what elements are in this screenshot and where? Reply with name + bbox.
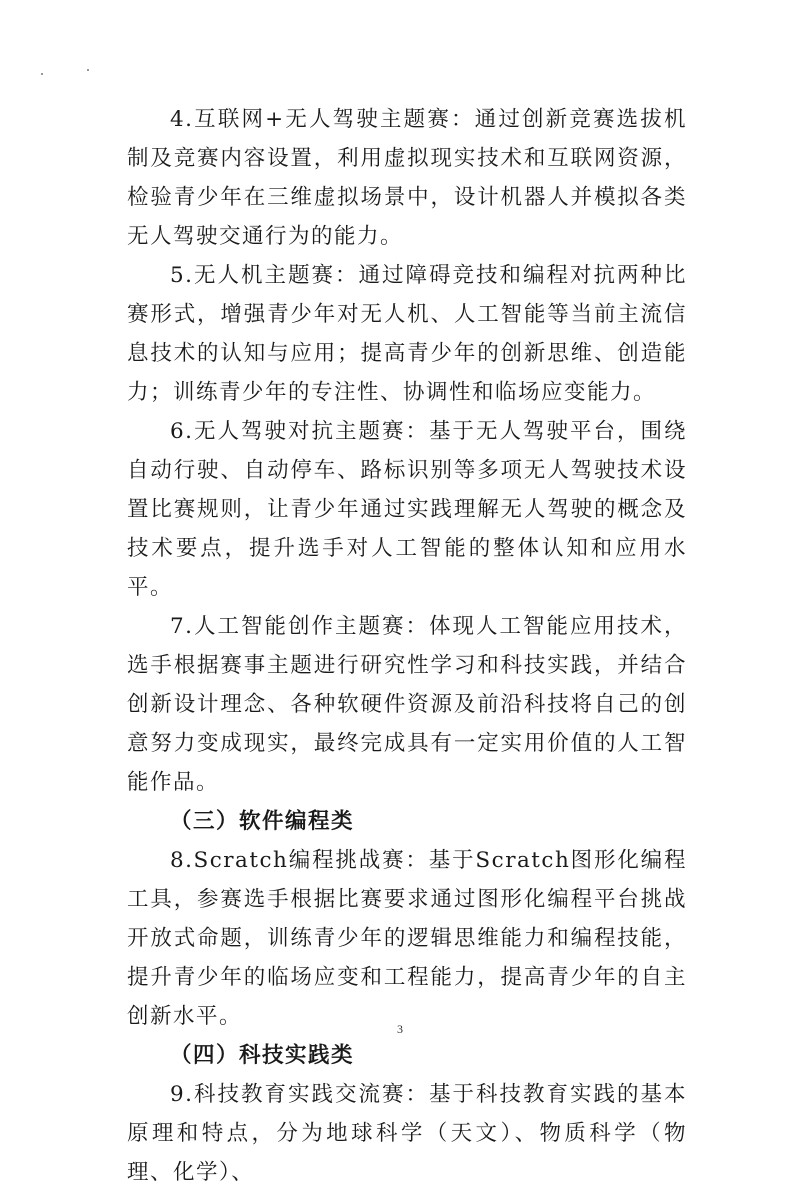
page-number: 3 (397, 1022, 403, 1036)
paragraph-autonomous-driving-battle: 6.无人驾驶对抗主题赛：基于无人驾驶平台，围绕自动行驶、自动停车、路标识别等多项无人驾驶技术设置比赛规则，让青少年通过实践理解无人驾驶的概念及技术要点，提升选手对人工智能的整体认知和应用水平。 (127, 419, 687, 600)
paragraph-internet-autonomous-driving: 4.互联网+无人驾驶主题赛：通过创新竞赛选拔机制及竞赛内容设置，利用虚拟现实技术和互联网资源，检验青少年在三维虚拟场景中，设计机器人并模拟各类无人驾驶交通行为的能力。 (127, 107, 687, 249)
paragraph-drone: 5.无人机主题赛：通过障碍竞技和编程对抗两种比赛形式，增强青少年对无人机、人工智能等当前主流信息技术的认知与应用；提高青少年的创新思维、创造能力；训练青少年的专注性、协调性和临场应变能力。 (127, 263, 687, 405)
section-heading-software-programming: （三）软件编程类 (170, 809, 355, 834)
scan-speck (41, 73, 43, 75)
scan-speck (87, 69, 89, 71)
paragraph-ai-creation: 7.人工智能创作主题赛：体现人工智能应用技术，选手根据赛事主题进行研究性学习和科技实践，并结合创新设计理念、各种软硬件资源及前沿科技将自己的创意努力变成现实，最终完成具有一定实用价值的人工智能作品。 (127, 614, 687, 795)
section-heading-tech-practice: （四）科技实践类 (170, 1043, 355, 1068)
paragraph-scratch: 8.Scratch编程挑战赛：基于Scratch图形化编程工具，参赛选手根据比赛要求通过图形化编程平台挑战开放式命题，训练青少年的逻辑思维能力和编程技能，提升青少年的临场应变和工程能力，提高青少年的自主创新水平。 (127, 848, 687, 1029)
paragraph-tech-education: 9.科技教育实践交流赛：基于科技教育实践的基本原理和特点，分为地球科学（天文）、物质科学（物理、化学）、 (127, 1082, 687, 1185)
